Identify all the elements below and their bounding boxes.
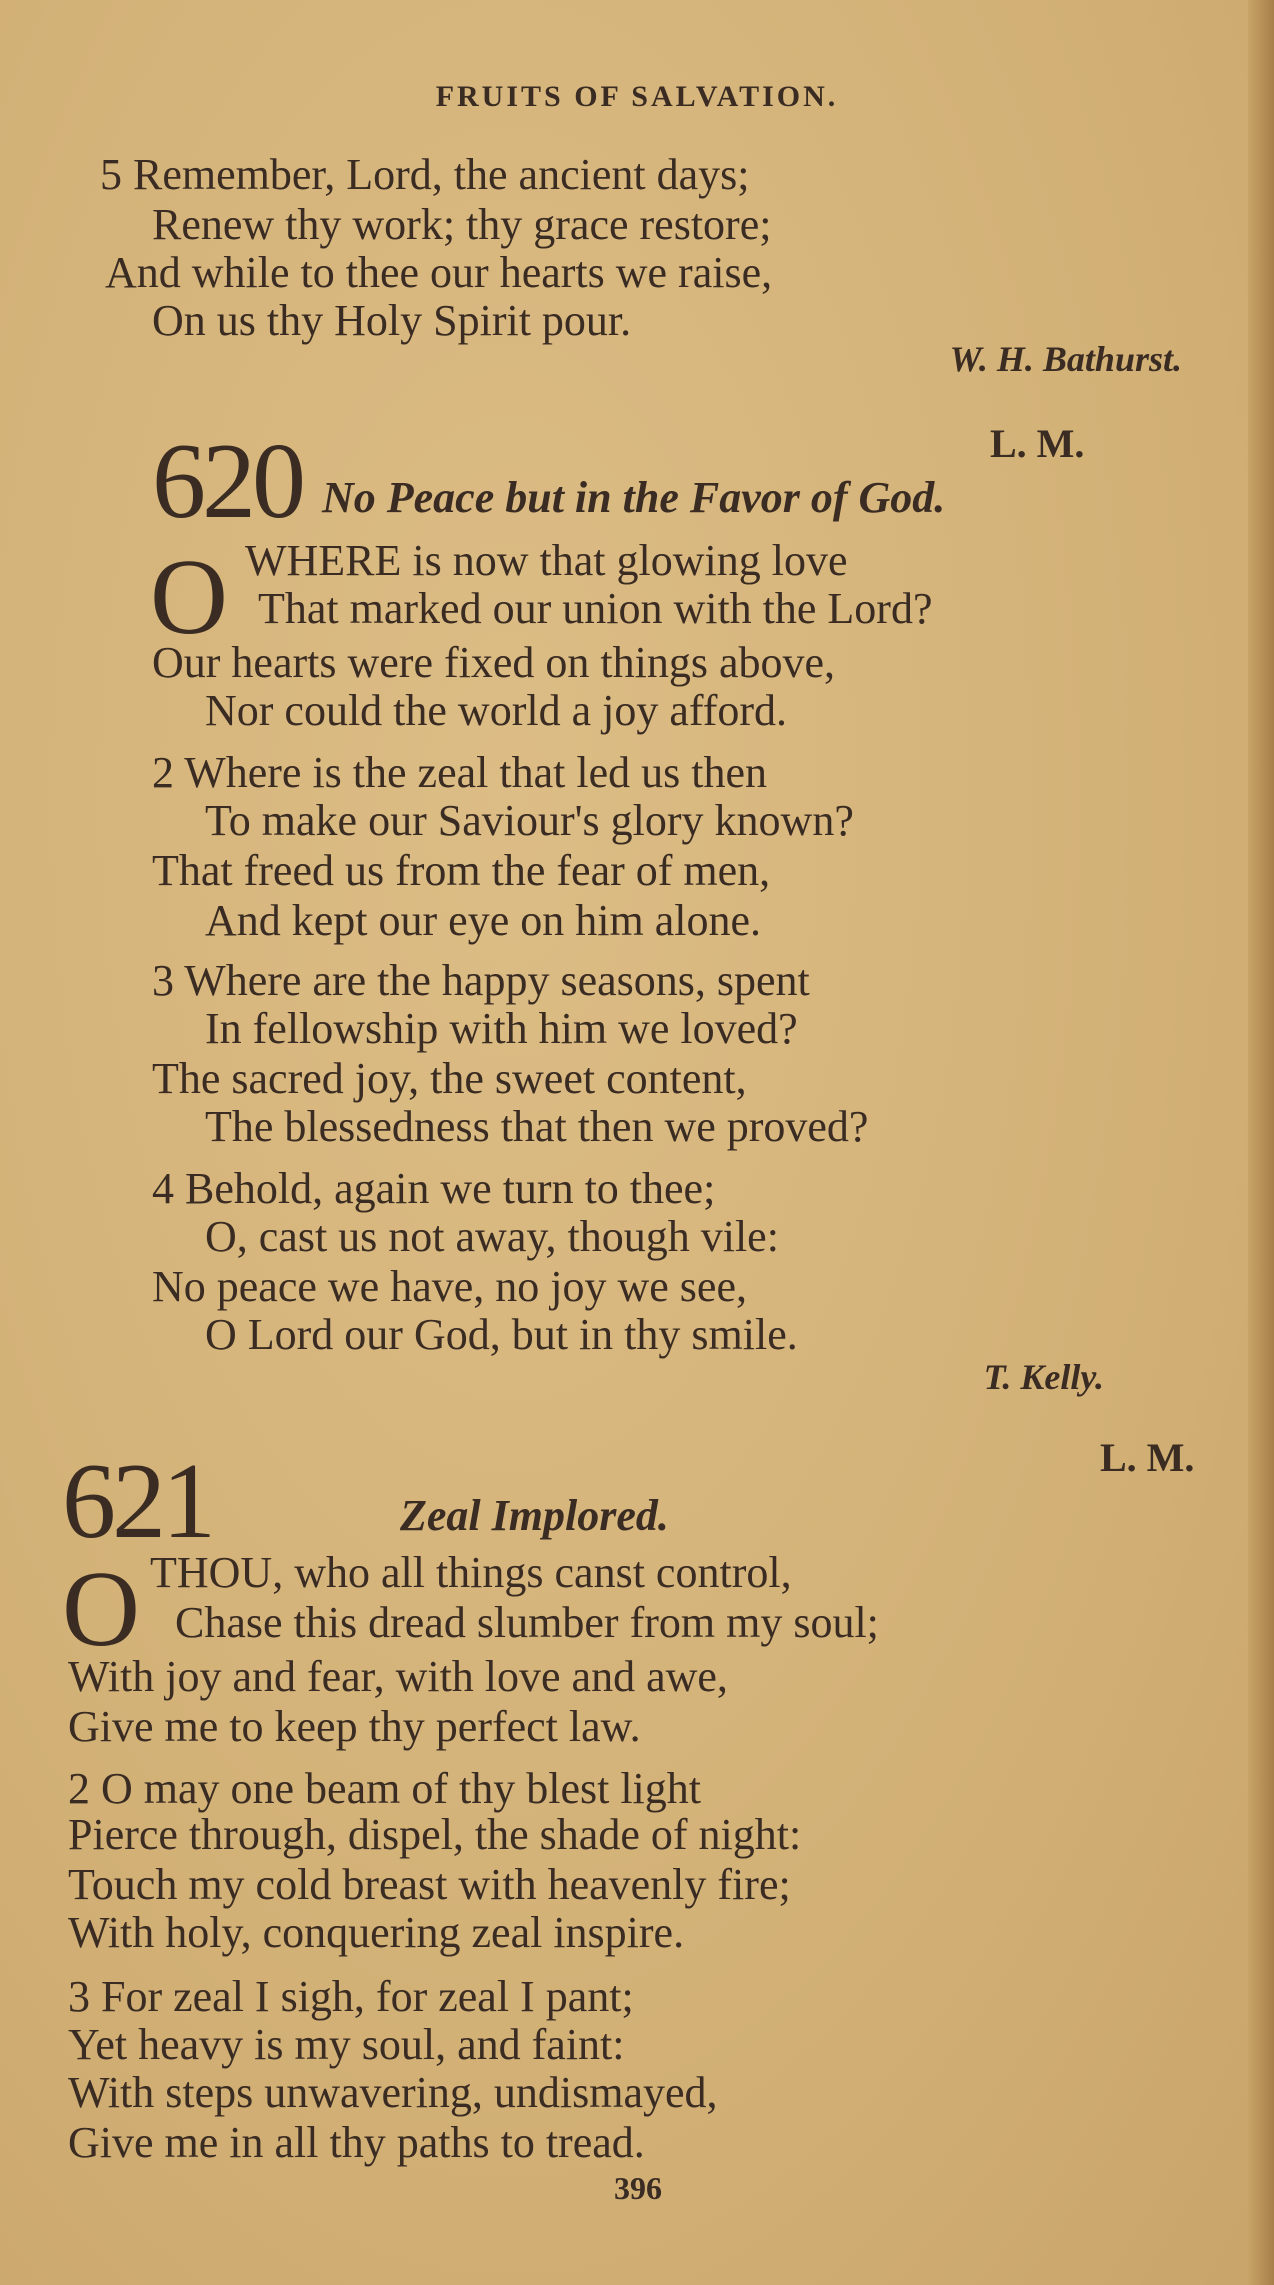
verse-line: To make our Saviour's glory known? [205, 796, 854, 845]
verse-line: No peace we have, no joy we see, [152, 1262, 747, 1311]
verse-line: O, cast us not away, though vile: [205, 1212, 779, 1261]
verse-line: Give me to keep thy perfect law. [68, 1702, 641, 1751]
page-edge [1248, 0, 1274, 2285]
verse-line: That freed us from the fear of men, [152, 846, 771, 895]
author-attribution: W. H. Bathurst. [949, 339, 1182, 379]
page-number: 396 [614, 2170, 662, 2206]
verse-line: 4 Behold, again we turn to thee; [152, 1164, 716, 1213]
verse-line: Give me in all thy paths to tread. [68, 2118, 645, 2167]
verse-line: And while to thee our hearts we raise, [105, 248, 773, 297]
verse-line: That marked our union with the Lord? [258, 584, 933, 633]
hymn-meter: L. M. [1100, 1435, 1195, 1480]
verse-line: 2 O may one beam of thy blest light [68, 1764, 701, 1813]
verse-line: Chase this dread slumber from my soul; [175, 1598, 879, 1647]
drop-cap: O [150, 538, 228, 657]
verse-line: Yet heavy is my soul, and faint: [68, 2020, 625, 2069]
author-attribution: T. Kelly. [983, 1357, 1104, 1397]
verse-line: O Lord our God, but in thy smile. [205, 1310, 798, 1359]
verse-line: 3 Where are the happy seasons, spent [152, 956, 810, 1005]
hymn-number: 620 [152, 422, 302, 541]
verse-line: On us thy Holy Spirit pour. [152, 296, 632, 345]
hymn-title: No Peace but in the Favor of God. [322, 473, 946, 522]
hymn-title: Zeal Implored. [400, 1491, 669, 1540]
running-header: FRUITS OF SALVATION. [435, 80, 839, 113]
verse-line: And kept our eye on him alone. [205, 896, 761, 945]
verse-line: 3 For zeal I sigh, for zeal I pant; [68, 1972, 634, 2021]
verse-line: Touch my cold breast with heavenly fire; [68, 1860, 791, 1909]
verse-line: 5 Remember, Lord, the ancient days; [100, 150, 750, 199]
verse-line: With joy and fear, with love and awe, [68, 1652, 728, 1701]
verse-line: WHERE is now that glowing love [245, 536, 848, 585]
verse-line: THOU, who all things canst control, [150, 1548, 792, 1597]
verse-line: With holy, conquering zeal inspire. [68, 1908, 685, 1957]
verse-line: 2 Where is the zeal that led us then [152, 748, 767, 797]
verse-line: The blessedness that then we proved? [205, 1102, 869, 1151]
verse-line: Pierce through, dispel, the shade of night: [68, 1810, 802, 1859]
verse-line: With steps unwavering, undismayed, [68, 2068, 718, 2117]
verse-line: The sacred joy, the sweet content, [152, 1054, 747, 1103]
drop-cap: O [62, 1550, 140, 1669]
hymn-meter: L. M. [990, 421, 1085, 466]
verse-line: Our hearts were fixed on things above, [152, 638, 836, 687]
verse-line: Renew thy work; thy grace restore; [152, 200, 772, 249]
verse-line: In fellowship with him we loved? [205, 1004, 798, 1053]
verse-line: Nor could the world a joy afford. [205, 686, 788, 735]
hymn-number: 621 [62, 1442, 212, 1561]
